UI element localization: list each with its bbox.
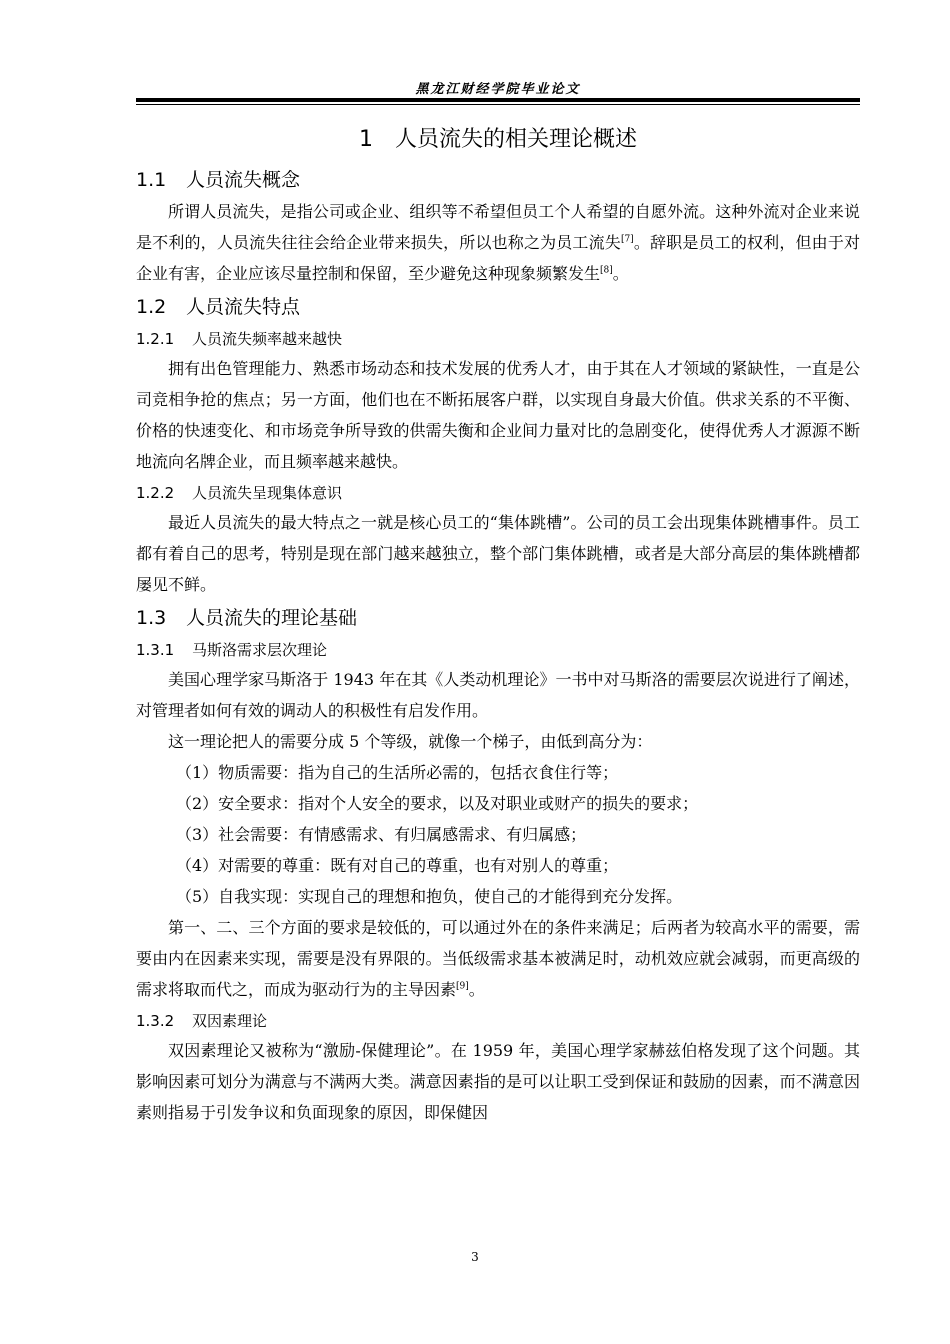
text-run: 所谓人员流失，是指公司或企业、组织等不希望但员工个人希望的自愿外流。这种外流对企业来说是不利的，人员流失往往会给企业带来损失，所以也称之为员工流失: [136, 202, 860, 252]
paragraph: 这一理论把人的需要分成 5 个等级，就像一个梯子，由低到高分为：: [168, 732, 653, 751]
subsection-title: 人员流失呈现集体意识: [192, 484, 343, 502]
text-run: 。: [468, 980, 485, 999]
chapter-heading: [136, 118, 860, 162]
section-number: 1.1: [136, 169, 167, 191]
section-title: 人员流失的理论基础: [186, 607, 358, 629]
subsection-heading-1-3-2: [136, 1007, 860, 1035]
section-heading-1-1: [136, 164, 860, 196]
subsection-heading-1-2-1: [136, 325, 860, 353]
subsection-heading-1-2-2: [136, 479, 860, 507]
page-number: 3: [471, 1250, 479, 1264]
section-title: 人员流失概念: [186, 169, 301, 191]
citation: [9]: [456, 981, 469, 992]
citation: [7]: [620, 234, 634, 245]
subsection-number: 1.2.1: [136, 330, 175, 348]
paragraph: 拥有出色管理能力、熟悉市场动态和技术发展的优秀人才，由于其在人才领域的紧缺性，一直是公司竞相争抢的焦点；另一方面，他们也在不断拓展客户群，以实现自身最大价值。供求关系的不平衡、价格的快速变化、和市场竞争所导致的供需失衡和企业间力量对比的急剧变化，使得优秀人才源源不断地流向名牌企业，而且频率越来越快。: [136, 359, 860, 471]
text-run: 第一、二、三个方面的要求是较低的，可以通过外在的条件来满足；后两者为较高水平的需要，需要由内在因素来实现，需要是没有界限的。当低级需求基本被满足时，动机效应就会减弱，而更高级的需求将取而代之，而成为驱动行为的主导因素: [136, 918, 860, 999]
list-item: （5）自我实现：实现自己的理想和抱负，使自己的才能得到充分发挥。: [176, 887, 683, 906]
chapter-number: 1: [358, 127, 373, 152]
text-run: 。: [612, 264, 629, 283]
citation: [8]: [600, 265, 613, 276]
subsection-title: 马斯洛需求层次理论: [192, 641, 328, 659]
subsection-number: 1.2.2: [136, 484, 175, 502]
paragraph: 最近人员流失的最大特点之一就是核心员工的“集体跳槽”。公司的员工会出现集体跳槽事件。员工都有着自己的思考，特别是现在部门越来越独立，整个部门集体跳槽，或者是大部分高层的集体跳槽都屡见不鲜。: [136, 513, 860, 594]
page-body: [136, 118, 860, 1128]
paragraph: 双因素理论又被称为“激励-保健理论”。在 1959 年，美国心理学家赫兹伯格发现了这个问题。其影响因素可划分为满意与不满两大类。满意因素指的是可以让职工受到保证和鼓励的因素，而不满意因素则指易于引发争议和负面现象的原因，即保健因: [136, 1041, 860, 1122]
list-item: （4）对需要的尊重：既有对自己的尊重，也有对别人的尊重；: [176, 856, 619, 875]
section-heading-1-2: [136, 291, 860, 323]
paragraph: [136, 196, 860, 289]
subsection-heading-1-3-1: [136, 636, 860, 664]
subsection-number: 1.3.1: [136, 641, 175, 659]
section-title: 人员流失特点: [186, 296, 301, 318]
section-heading-1-3: [136, 602, 860, 634]
section-number: 1.2: [136, 296, 167, 318]
text-run: 。辞职是员工的权利，但由于对企业有害，企业应该尽量控制和保留，至少避免这种现象频繁发生: [136, 233, 860, 283]
list-item: （2）安全要求：指对个人安全的要求，以及对职业或财产的损失的要求；: [176, 794, 699, 813]
header-rule-thin: [136, 104, 860, 105]
subsection-number: 1.3.2: [136, 1012, 175, 1030]
list-item: （1）物质需要：指为自己的生活所必需的，包括衣食住行等；: [176, 763, 619, 782]
paragraph: 美国心理学家马斯洛于 1943 年在其《人类动机理论》一书中对马斯洛的需要层次说进行了阐述，对管理者如何有效的调动人的积极性有启发作用。: [136, 670, 860, 720]
chapter-title: 人员流失的相关理论概述: [394, 127, 637, 152]
paragraph: [136, 912, 860, 1005]
subsection-title: 双因素理论: [192, 1012, 268, 1030]
header-rule-thick: [136, 98, 860, 102]
section-number: 1.3: [136, 607, 167, 629]
list-item: （3）社会需要：有情感需求、有归属感需求、有归属感；: [176, 825, 587, 844]
running-header: 黑龙江财经学院毕业论文: [415, 82, 581, 97]
subsection-title: 人员流失频率越来越快: [192, 330, 343, 348]
